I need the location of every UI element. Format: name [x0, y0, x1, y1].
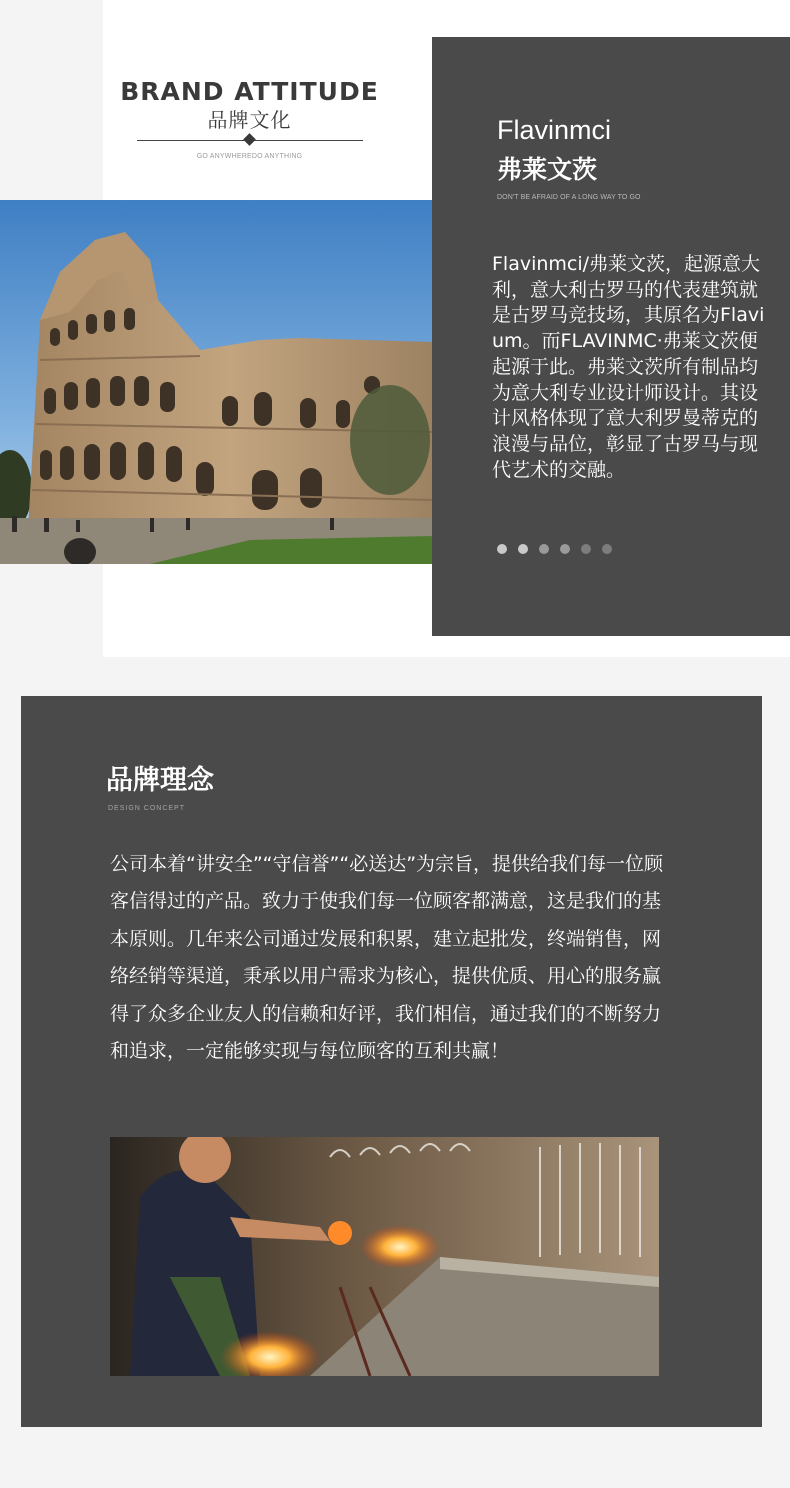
panel-subtitle: DON'T BE AFRAID OF A LONG WAY TO GO [497, 194, 641, 201]
brand-title-en: BRAND ATTITUDE [120, 77, 379, 106]
glassblowing-photo [110, 1137, 659, 1376]
carousel-dot[interactable] [581, 544, 591, 554]
brand-divider [137, 140, 363, 141]
diamond-icon [243, 133, 256, 146]
brand-title-cn: 品牌文化 [207, 108, 292, 132]
panel-body-text: Flavinmci/弗莱文茨，起源意大利，意大利古罗马的代表建筑就是古罗马竞技场，其原名为Flavium。而FLAVINMC·弗莱文茨便起源于此。弗莱文茨所有制品均为意大利专业设计师设计。其设计风格体现了意大利罗曼蒂克的浪漫与品位，彰显了古罗马与现代艺术的交融。 [492, 253, 765, 481]
panel-title-en: Flavinmci [497, 115, 612, 145]
carousel-dot[interactable] [518, 544, 528, 554]
concept-subtitle: DESIGN CONCEPT [108, 805, 186, 812]
carousel-dot[interactable] [560, 544, 570, 554]
brand-tagline: GO ANYWHEREDO ANYTHING [196, 153, 303, 160]
colosseum-photo [0, 200, 432, 564]
concept-title: 品牌理念 [106, 765, 214, 796]
carousel-dot[interactable] [602, 544, 612, 554]
brand-heading-block [103, 78, 396, 160]
panel-heading [497, 110, 611, 190]
panel-title-cn: 弗莱文茨 [497, 155, 598, 184]
carousel-dot[interactable] [539, 544, 549, 554]
concept-body-text: 公司本着“讲安全”“守信誉”“必送达”为宗旨，提供给我们每一位顾客信得过的产品。致力于使我们每一位顾客都满意，这是我们的基本原则。几年来公司通过发展和积累，建立起批发，终端销售，网络经销等渠道，秉承以用户需求为核心，提供优质、用心的服务赢得了众多企业友人的信赖和好评，我们相信，通过我们的不断努力和追求，一定能够实现与每位顾客的互利共赢！ [110, 853, 664, 1063]
carousel-dots [497, 544, 612, 554]
carousel-dot[interactable] [497, 544, 507, 554]
